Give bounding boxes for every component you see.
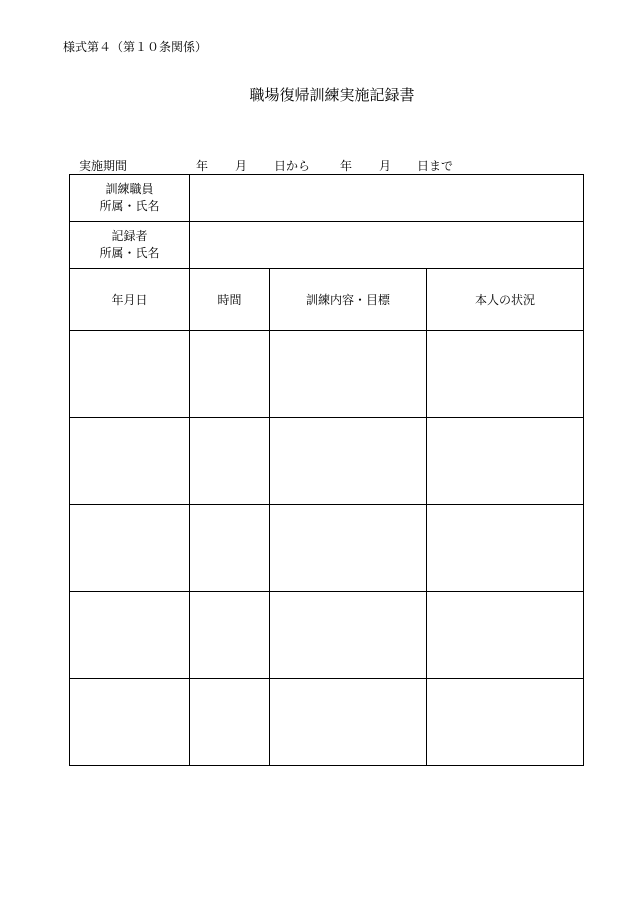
time-cell[interactable] — [190, 679, 270, 766]
date-cell[interactable] — [70, 418, 190, 505]
status-cell[interactable] — [427, 592, 584, 679]
table-row — [70, 331, 584, 418]
recorder-label-cell — [70, 222, 190, 269]
content-cell[interactable] — [270, 505, 427, 592]
content-cell[interactable] — [270, 679, 427, 766]
period-start-month-unit: 月 — [235, 159, 248, 173]
document-title: 職場復帰訓練実施記録書 — [249, 86, 415, 104]
period-end-month-unit: 月 — [379, 159, 392, 173]
column-header-row — [70, 269, 584, 331]
table-row — [70, 679, 584, 766]
period-end-year-unit: 年 — [340, 159, 353, 173]
table-row — [70, 418, 584, 505]
time-cell[interactable] — [190, 592, 270, 679]
content-cell[interactable] — [270, 331, 427, 418]
trainer-row — [70, 175, 584, 222]
header-time: 時間 — [190, 269, 270, 331]
table-row — [70, 592, 584, 679]
time-cell[interactable] — [190, 505, 270, 592]
trainer-label-line1: 訓練職員 — [105, 182, 154, 196]
table-row — [70, 505, 584, 592]
implementation-period — [0, 158, 630, 174]
date-cell[interactable] — [70, 679, 190, 766]
time-cell[interactable] — [190, 331, 270, 418]
content-cell[interactable] — [270, 418, 427, 505]
period-start-year-unit: 年 — [196, 159, 209, 173]
status-cell[interactable] — [427, 505, 584, 592]
status-cell[interactable] — [427, 418, 584, 505]
status-cell[interactable] — [427, 679, 584, 766]
date-cell[interactable] — [70, 505, 190, 592]
period-end-day-unit: 日まで — [417, 159, 454, 173]
trainer-label-cell — [70, 175, 190, 222]
header-content: 訓練内容・目標 — [270, 269, 427, 331]
header-date: 年月日 — [70, 269, 190, 331]
form-number: 様式第４（第１０条関係） — [63, 40, 208, 54]
period-label: 実施期間 — [79, 159, 128, 173]
content-cell[interactable] — [270, 592, 427, 679]
period-start-day-unit: 日から — [274, 159, 311, 173]
recorder-label-line1: 記録者 — [111, 229, 148, 243]
date-cell[interactable] — [70, 592, 190, 679]
recorder-value-cell[interactable] — [190, 222, 584, 269]
date-cell[interactable] — [70, 331, 190, 418]
header-status: 本人の状況 — [427, 269, 584, 331]
trainer-label-line2: 所属・氏名 — [99, 199, 160, 213]
status-cell[interactable] — [427, 331, 584, 418]
recorder-row — [70, 222, 584, 269]
trainer-value-cell[interactable] — [190, 175, 584, 222]
recorder-label-line2: 所属・氏名 — [99, 246, 160, 260]
training-record-table — [69, 174, 584, 766]
time-cell[interactable] — [190, 418, 270, 505]
